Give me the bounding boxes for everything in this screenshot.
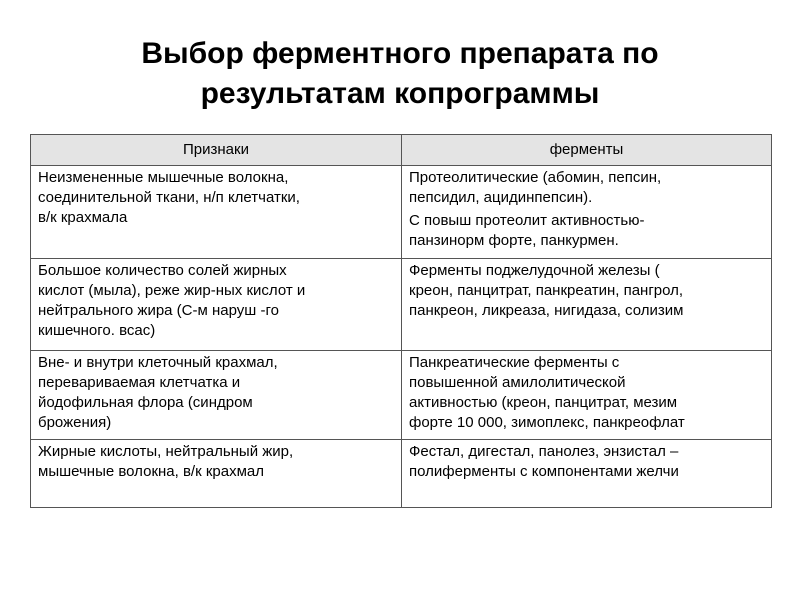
enzymes-text: Протеолитические (абомин, пепсин, пепсидил, ацидинпепсин). (409, 169, 662, 206)
sign-text: Неизмененные мышечные волокна, соединительной ткани, н/п клетчатки, в/к крахмала (38, 169, 300, 226)
sign-cell (31, 351, 402, 440)
slide-title-line-2: результатам копрограммы (200, 77, 600, 110)
slide-title-line-1: Выбор ферментного препарата по (141, 37, 659, 70)
enzymes-text: Ферменты поджелудочной железы ( креон, панцитрат, панкреатин, пангрол, панкреон, ликреаза, нигидаза, солизим (409, 262, 684, 319)
enzymes-cell (402, 259, 772, 351)
enzyme-selection-table (30, 134, 772, 508)
table-row (31, 166, 772, 259)
enzymes-text: Фестал, дигестал, панолез, энзистал – полиферменты с компонентами желчи (409, 443, 679, 480)
table-header-row (31, 135, 772, 166)
sign-cell (31, 259, 402, 351)
enzymes-cell (402, 166, 772, 259)
sign-text: Жирные кислоты, нейтральный жир, мышечные волокна, в/к крахмал (38, 443, 294, 480)
slide-title (0, 34, 800, 114)
column-header-enzymes: ферменты (402, 135, 772, 166)
table-row (31, 351, 772, 440)
enzymes-text-secondary: С повыш протеолит активностью- панзинорм форте, панкурмен. (409, 212, 645, 249)
sign-text: Большое количество солей жирных кислот (мыла), реже жир-ных кислот и нейтрального жира (С-м наруш -го кишечного. всас) (38, 262, 306, 339)
sign-cell (31, 166, 402, 259)
table-header (31, 135, 772, 166)
table-row (31, 440, 772, 508)
enzymes-cell (402, 440, 772, 508)
sign-text: Вне- и внутри клеточный крахмал, переваpиваемая клетчатка и йодофильная флора (синдром брожения) (38, 354, 278, 431)
enzymes-cell (402, 351, 772, 440)
column-header-signs: Признаки (31, 135, 402, 166)
table-body (31, 166, 772, 508)
table-row (31, 259, 772, 351)
sign-cell (31, 440, 402, 508)
enzymes-text: Панкреатические ферменты с повышенной амилолитической активностью (креон, панцитрат, мезим форте 10 000, зимоплекс, панкреофлат (409, 354, 685, 431)
